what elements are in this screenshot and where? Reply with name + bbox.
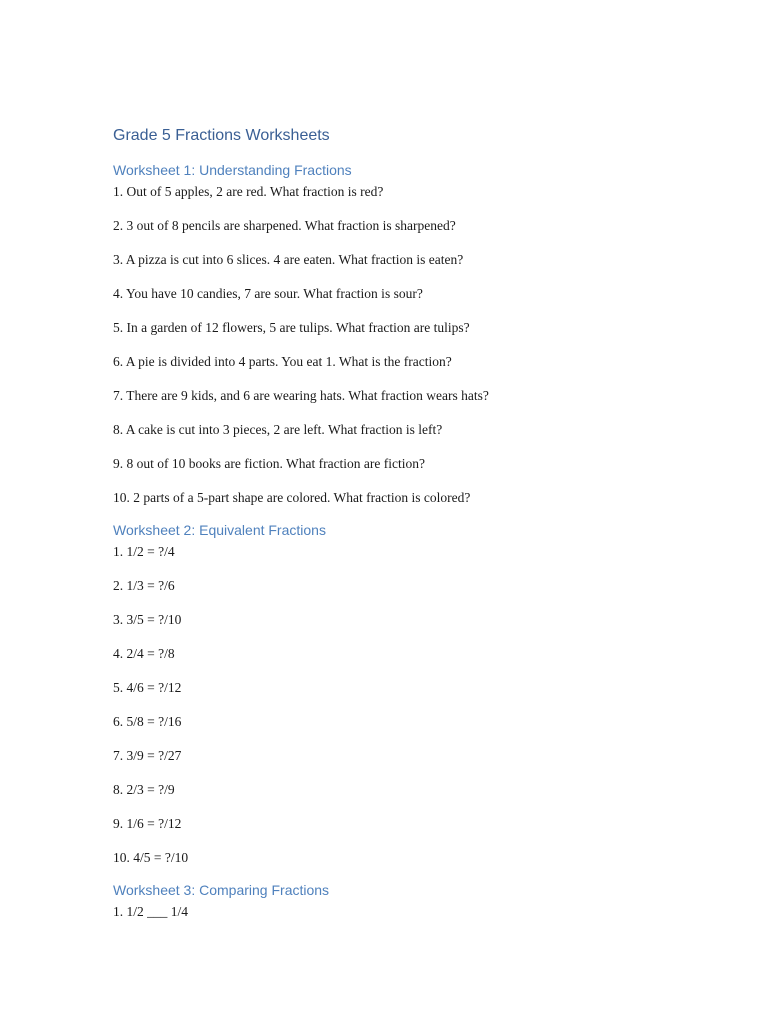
question-item: 5. In a garden of 12 flowers, 5 are tulips. What fraction are tulips? bbox=[113, 320, 470, 335]
worksheet-2-questions bbox=[113, 540, 713, 880]
question-item: 9. 1/6 = ?/12 bbox=[113, 816, 182, 831]
question-item: 5. 4/6 = ?/12 bbox=[113, 680, 182, 695]
question-item: 7. There are 9 kids, and 6 are wearing hats. What fraction wears hats? bbox=[113, 388, 489, 403]
worksheet-1-questions bbox=[113, 180, 713, 520]
question-item: 8. A cake is cut into 3 pieces, 2 are left. What fraction is left? bbox=[113, 422, 443, 437]
question-item: 8. 2/3 = ?/9 bbox=[113, 782, 175, 797]
worksheet-2-heading: Worksheet 2: Equivalent Fractions bbox=[113, 522, 326, 538]
question-item: 1. 1/2 = ?/4 bbox=[113, 544, 175, 559]
question-item: 10. 4/5 = ?/10 bbox=[113, 850, 189, 865]
worksheet-3 bbox=[113, 880, 713, 934]
question-item: 10. 2 parts of a 5-part shape are colored. What fraction is colored? bbox=[113, 490, 471, 505]
question-item: 1. 1/2 ___ 1/4 bbox=[113, 904, 189, 919]
document-body bbox=[113, 124, 713, 934]
question-item: 3. 3/5 = ?/10 bbox=[113, 612, 182, 627]
question-item: 4. 2/4 = ?/8 bbox=[113, 646, 175, 661]
worksheet-2 bbox=[113, 520, 713, 880]
question-item: 3. A pizza is cut into 6 slices. 4 are eaten. What fraction is eaten? bbox=[113, 252, 464, 267]
question-item: 4. You have 10 candies, 7 are sour. What fraction is sour? bbox=[113, 286, 423, 301]
question-item: 1. Out of 5 apples, 2 are red. What fraction is red? bbox=[113, 184, 384, 199]
question-item: 7. 3/9 = ?/27 bbox=[113, 748, 182, 763]
worksheet-1 bbox=[113, 160, 713, 520]
worksheet-3-heading: Worksheet 3: Comparing Fractions bbox=[113, 882, 330, 898]
question-item: 6. A pie is divided into 4 parts. You eat 1. What is the fraction? bbox=[113, 354, 452, 369]
question-item: 6. 5/8 = ?/16 bbox=[113, 714, 182, 729]
question-item: 2. 3 out of 8 pencils are sharpened. What fraction is sharpened? bbox=[113, 218, 456, 233]
document-title: Grade 5 Fractions Worksheets bbox=[113, 127, 330, 144]
worksheet-1-heading: Worksheet 1: Understanding Fractions bbox=[113, 162, 352, 178]
question-item: 9. 8 out of 10 books are fiction. What fraction are fiction? bbox=[113, 456, 426, 471]
question-item: 2. 1/3 = ?/6 bbox=[113, 578, 175, 593]
worksheet-3-questions bbox=[113, 900, 713, 934]
